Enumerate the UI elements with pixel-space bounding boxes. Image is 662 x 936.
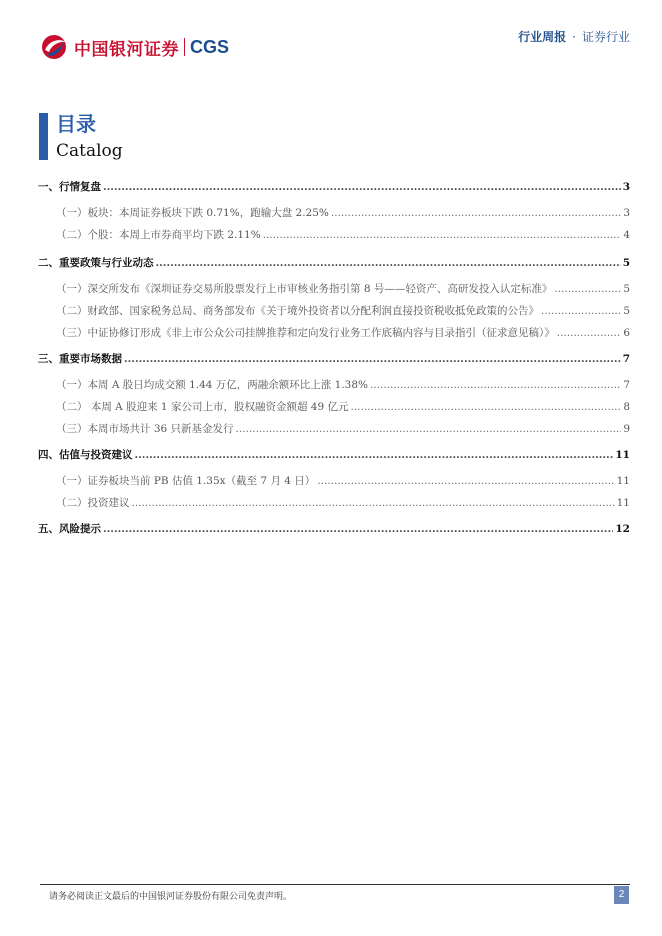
toc-entry-text: （一）证券板块当前 PB 估值 1.35x（截至 7 月 4 日） bbox=[56, 475, 316, 487]
toc-entry[interactable] bbox=[38, 227, 630, 242]
toc-entry[interactable] bbox=[38, 281, 630, 296]
toc-entry-page: 5 bbox=[622, 257, 630, 269]
company-logo bbox=[40, 34, 229, 60]
toc-leader-dots bbox=[351, 401, 622, 413]
toc-leader-dots bbox=[132, 497, 615, 509]
toc-entry[interactable] bbox=[38, 447, 630, 462]
toc-leader-dots bbox=[236, 423, 622, 435]
report-type: 行业周报 bbox=[518, 30, 567, 44]
toc-entry-text: （二）财政部、国家税务总局、商务部发布《关于境外投资者以分配利润直接投资税收抵免政策的公告》 bbox=[56, 305, 539, 317]
toc-entry[interactable] bbox=[38, 399, 630, 414]
logo-divider bbox=[184, 38, 185, 56]
toc-entry[interactable] bbox=[38, 377, 630, 392]
toc-entry-page: 11 bbox=[615, 449, 630, 461]
toc-entry[interactable] bbox=[38, 205, 630, 220]
toc-leader-dots bbox=[331, 207, 621, 219]
toc-entry[interactable] bbox=[38, 303, 630, 318]
toc-entry-page: 5 bbox=[623, 283, 630, 295]
toc-entry[interactable] bbox=[38, 495, 630, 510]
toc-entry-text: 二、重要政策与行业动态 bbox=[38, 257, 154, 269]
toc-entry-text: 三、重要市场数据 bbox=[38, 353, 122, 365]
toc-leader-dots bbox=[263, 229, 622, 241]
toc-leader-dots bbox=[557, 327, 622, 339]
toc-entry-page: 12 bbox=[615, 523, 630, 535]
logo-chinese-name: 中国银河证券 bbox=[74, 39, 179, 60]
galaxy-logo-icon bbox=[40, 34, 68, 60]
header-separator: · bbox=[572, 30, 576, 44]
toc-entry-text: （二）投资建议 bbox=[56, 497, 130, 509]
toc-leader-dots bbox=[135, 449, 614, 461]
page-number: 2 bbox=[614, 886, 629, 904]
toc-entry-page: 3 bbox=[623, 207, 630, 219]
toc-accent-bar bbox=[39, 113, 48, 160]
toc-entry-text: （三）中证协修订形成《非上市公众公司挂牌推荐和定向发行业务工作底稿内容与目录指引（征求意见稿）》 bbox=[56, 327, 555, 339]
logo-english-name: CGS bbox=[190, 36, 230, 57]
toc-entry-text: （一）本周 A 股日均成交额 1.44 万亿，两融余额环比上涨 1.38% bbox=[56, 379, 369, 391]
toc-leader-dots bbox=[317, 475, 614, 487]
toc-entry-page: 5 bbox=[623, 305, 630, 317]
toc-subtitle: Catalog bbox=[56, 141, 123, 161]
toc-entry-page: 7 bbox=[623, 379, 630, 391]
toc-entry[interactable] bbox=[38, 325, 630, 340]
toc-entry-page: 11 bbox=[616, 475, 630, 487]
toc-leader-dots bbox=[156, 257, 621, 269]
toc-entry-page: 9 bbox=[623, 423, 630, 435]
toc-entry-page: 11 bbox=[616, 497, 630, 509]
toc-entry-page: 3 bbox=[622, 181, 630, 193]
toc-entry-text: （二）个股：本周上市券商平均下跌 2.11% bbox=[56, 229, 261, 241]
toc-leader-dots bbox=[554, 283, 621, 295]
toc-entry-page: 7 bbox=[622, 353, 630, 365]
toc-entry-page: 4 bbox=[623, 229, 630, 241]
toc-title: 目录 bbox=[56, 112, 96, 136]
footer-disclaimer: 请务必阅读正文最后的中国银河证券股份有限公司免责声明。 bbox=[49, 892, 293, 902]
toc-entry-text: （二） 本周 A 股迎来 1 家公司上市，股权融资金额超 49 亿元 bbox=[56, 401, 349, 413]
toc-entry[interactable] bbox=[38, 421, 630, 436]
toc-entry-text: 四、估值与投资建议 bbox=[38, 449, 133, 461]
toc-entry[interactable] bbox=[38, 521, 630, 536]
toc-entry-text: 五、风险提示 bbox=[38, 523, 101, 535]
toc-leader-dots bbox=[103, 181, 621, 193]
toc-entry-page: 8 bbox=[623, 401, 630, 413]
toc-entry-text: 一、行情复盘 bbox=[38, 181, 101, 193]
toc-entry-text: （三）本周市场共计 36 只新基金发行 bbox=[56, 423, 234, 435]
industry-name: 证券行业 bbox=[581, 30, 630, 44]
page-header bbox=[0, 0, 662, 70]
footer-divider bbox=[40, 884, 630, 885]
toc-leader-dots bbox=[370, 379, 621, 391]
toc-leader-dots bbox=[103, 523, 613, 535]
toc-entry[interactable] bbox=[38, 255, 630, 270]
toc-entry[interactable] bbox=[38, 179, 630, 194]
toc-entry-text: （一）深交所发布《深圳证券交易所股票发行上市审核业务指引第 8 号——轻资产、高研发投入认定标准》 bbox=[56, 283, 553, 295]
toc-leader-dots bbox=[124, 353, 621, 365]
toc-entry[interactable] bbox=[38, 473, 630, 488]
report-category bbox=[518, 28, 630, 45]
toc-leader-dots bbox=[541, 305, 621, 317]
toc-entry-text: （一）板块：本周证券板块下跌 0.71%，跑输大盘 2.25% bbox=[56, 207, 329, 219]
toc-entry-page: 6 bbox=[623, 327, 630, 339]
toc-entry[interactable] bbox=[38, 351, 630, 366]
